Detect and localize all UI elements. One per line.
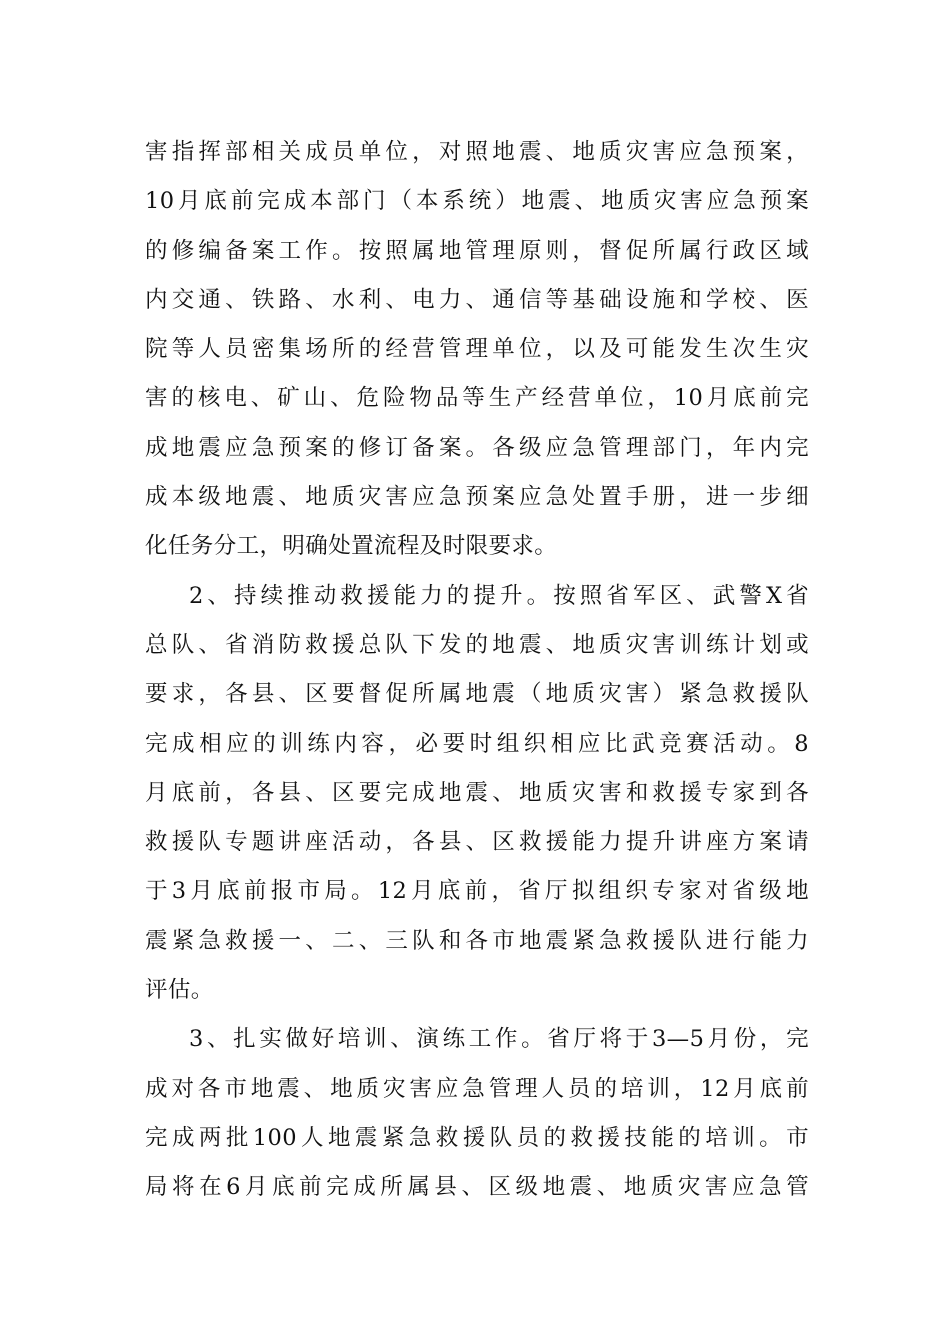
text-line: 完成相应的训练内容，必要时组织相应比武竞赛活动。8: [145, 730, 809, 757]
text-line: 化任务分工，明确处置流程及时限要求。: [145, 533, 558, 560]
paragraph-1: [145, 128, 809, 572]
text-line: 于3月底前报市局。12月底前，省厅拟组织专家对省级地: [145, 878, 809, 905]
text-line: 害指挥部相关成员单位，对照地震、地质灾害应急预案，: [145, 139, 809, 165]
document-page: [145, 128, 809, 1213]
text-line: 成本级地震、地质灾害应急预案应急处置手册，进一步细: [145, 484, 809, 511]
text-line: 救援队专题讲座活动，各县、区救援能力提升讲座方案请: [145, 829, 809, 856]
text-line: 要求，各县、区要督促所属地震（地质灾害）紧急救援队: [145, 681, 809, 708]
text-line: 害的核电、矿山、危险物品等生产经营单位，10月底前完: [145, 385, 809, 412]
text-line: 震紧急救援一、二、三队和各市地震紧急救援队进行能力: [145, 927, 809, 954]
text-line: 完成两批100人地震紧急救援队员的救援技能的培训。市: [145, 1124, 809, 1151]
text-line: 的修编备案工作。按照属地管理原则，督促所属行政区域: [145, 237, 809, 264]
paragraph-3: [145, 1015, 809, 1212]
text-line: 3、扎实做好培训、演练工作。省厅将于3—5月份，完: [189, 1026, 809, 1053]
text-line: 2、持续推动救援能力的提升。按照省军区、武警X省: [189, 582, 809, 609]
text-line: 局将在6月底前完成所属县、区级地震、地质灾害应急管: [145, 1174, 809, 1201]
text-line: 总队、省消防救援总队下发的地震、地质灾害训练计划或: [145, 631, 809, 658]
text-line: 10月底前完成本部门（本系统）地震、地质灾害应急预案: [145, 188, 809, 215]
text-line: 成地震应急预案的修订备案。各级应急管理部门，年内完: [145, 434, 809, 461]
paragraph-2: [145, 572, 809, 1016]
text-line: 评估。: [145, 977, 214, 1004]
text-line: 院等人员密集场所的经营管理单位，以及可能发生次生灾: [145, 336, 809, 363]
text-line: 成对各市地震、地质灾害应急管理人员的培训，12月底前: [145, 1075, 809, 1102]
text-line: 月底前，各县、区要完成地震、地质灾害和救援专家到各: [145, 779, 809, 806]
text-line: 内交通、铁路、水利、电力、通信等基础设施和学校、医: [145, 286, 809, 313]
